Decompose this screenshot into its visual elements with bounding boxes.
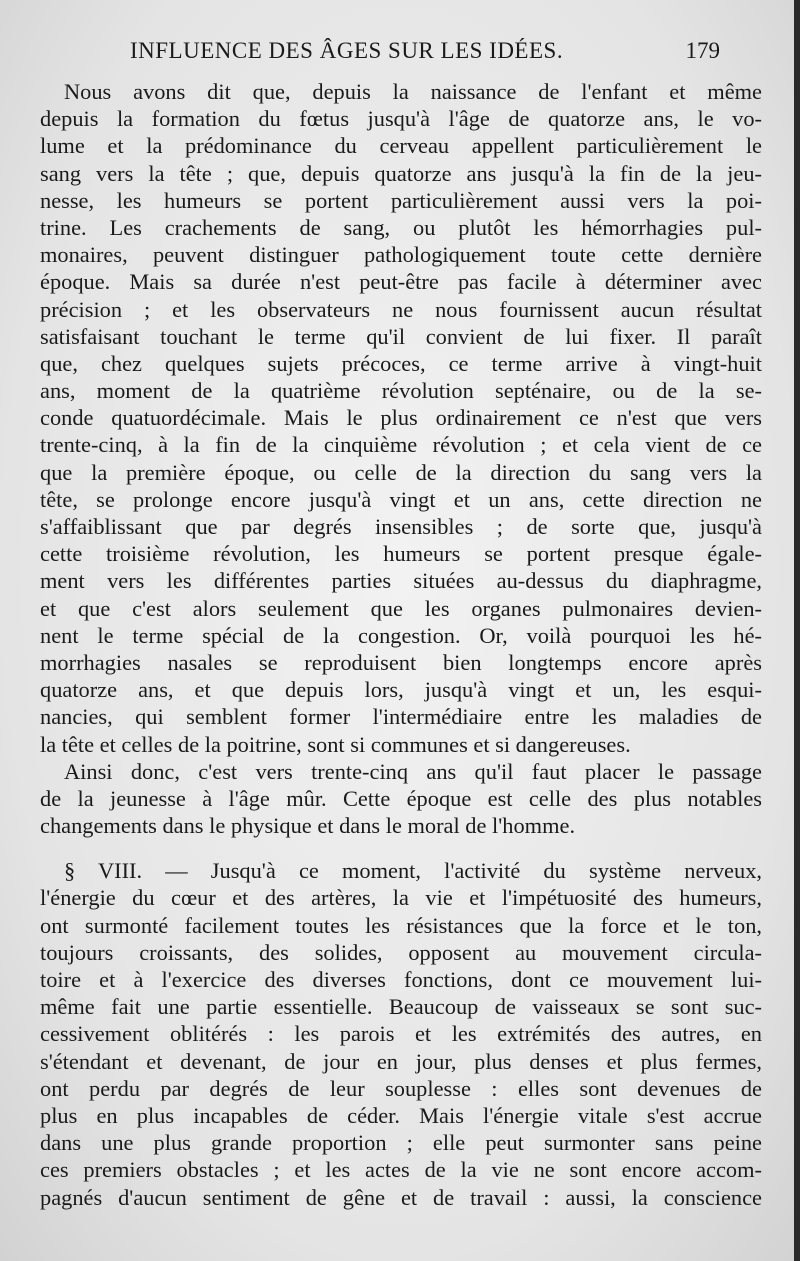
text-line: précision ; et les observateurs ne nous fournissent aucun résultat [40,296,762,322]
text-line: la tête et celles de la poitrine, sont si communes et si dangereuses. [40,731,631,757]
text-line: toire et à l'exercice des diverses fonctions, dont ce mouvement lui- [40,967,762,992]
text-line: nancies, qui semblent former l'intermédiaire entre les maladies de [40,704,762,730]
running-title: INFLUENCE DES ÂGES SUR LES IDÉES. [130,38,564,63]
text-line: et que c'est alors seulement que les organes pulmonaires devien- [40,595,762,621]
text-line: plus en plus incapables de céder. Mais l'énergie vitale s'est accrue [40,1102,762,1128]
text-line: quatorze ans, et que depuis lors, jusqu'à vingt et un, les esqui- [40,677,762,703]
text-line: Ainsi donc, c'est vers trente-cinq ans qu'il faut placer le passage [64,758,762,784]
text-line: s'affaiblissant que par degrés insensibles ; de sorte que, jusqu'à [40,514,762,539]
section-heading-line: § VIII. — Jusqu'à ce moment, l'activité du système nerveux, [64,858,762,884]
text-line: que la première époque, ou celle de la direction du sang vers la [40,459,762,485]
text-line: monaires, peuvent distinguer pathologiquement toute cette dernière [40,242,762,268]
text-line: nent le terme spécial de la congestion. Or, voilà pourquoi les hé- [40,622,762,648]
text-line: satisfaisant touchant le terme qu'il convient de lui fixer. Il paraît [40,323,762,349]
text-line: changements dans le physique et dans le moral de l'homme. [40,813,576,839]
text-line: morrhagies nasales se reproduisent bien longtemps encore après [40,649,762,675]
text-line: ces premiers obstacles ; et les actes de la vie ne sont encore accom- [40,1157,762,1183]
section-gap [40,839,762,857]
text-line: époque. Mais sa durée n'est peut-être pas facile à déterminer avec [40,269,762,295]
text-line: lume et la prédominance du cerveau appellent particulièrement le [40,133,762,159]
text-line: que, chez quelques sujets précoces, ce terme arrive à vingt-huit [40,350,762,376]
text-line: dans une plus grande proportion ; elle peut surmonter sans peine [40,1130,762,1156]
text-line: cessivement oblitérés : les parois et les extrémités des autres, en [40,1021,762,1047]
text-line: conde quatuordécimale. Mais le plus ordinairement ce n'est que vers [40,405,762,431]
text-line: sang vers la tête ; que, depuis quatorze ans jusqu'à la fin de la jeu- [40,160,762,186]
text-line: ont surmonté facilement toutes les résistances que la force et le ton, [40,912,762,938]
body-text [40,78,762,1211]
page-edge-shadow [794,0,800,1261]
text-line: depuis la formation du fœtus jusqu'à l'âge de quatorze ans, le vo- [40,106,762,132]
page-header [130,38,720,78]
text-line: tête, se prolonge encore jusqu'à vingt et un ans, cette direction ne [40,486,762,512]
text-line: ont perdu par degrés de leur souplesse : elles sont devenues de [40,1075,762,1101]
text-line: nesse, les humeurs se portent particulièrement aussi vers la poi- [40,187,762,213]
text-line: ans, moment de la quatrième révolution septénaire, ou de la se- [40,378,762,404]
text-line: ment vers les différentes parties situées au-dessus du diaphragme, [40,568,762,594]
text-line: toujours croissants, des solides, opposent au mouvement circula- [40,939,762,965]
text-line: l'énergie du cœur et des artères, la vie et l'impétuosité des humeurs, [40,885,762,911]
text-line: même fait une partie essentielle. Beaucoup de vaisseaux se sont suc- [40,994,762,1020]
text-line: de la jeunesse à l'âge mûr. Cette époque est celle des plus notables [40,785,762,811]
text-line: trente-cinq, à la fin de la cinquième révolution ; et cela vient de ce [40,432,762,458]
text-line: Nous avons dit que, depuis la naissance de l'enfant et même [64,79,762,104]
text-line: trine. Les crachements de sang, ou plutôt les hémorrhagies pul- [40,214,762,240]
text-line: pagnés d'aucun sentiment de gêne et de travail : aussi, la conscience [40,1184,762,1210]
text-line: cette troisième révolution, les humeurs se portent presque égale- [40,541,762,567]
page-number: 179 [685,38,720,63]
text-line: s'étendant et devenant, de jour en jour, plus denses et plus fermes, [40,1048,762,1074]
